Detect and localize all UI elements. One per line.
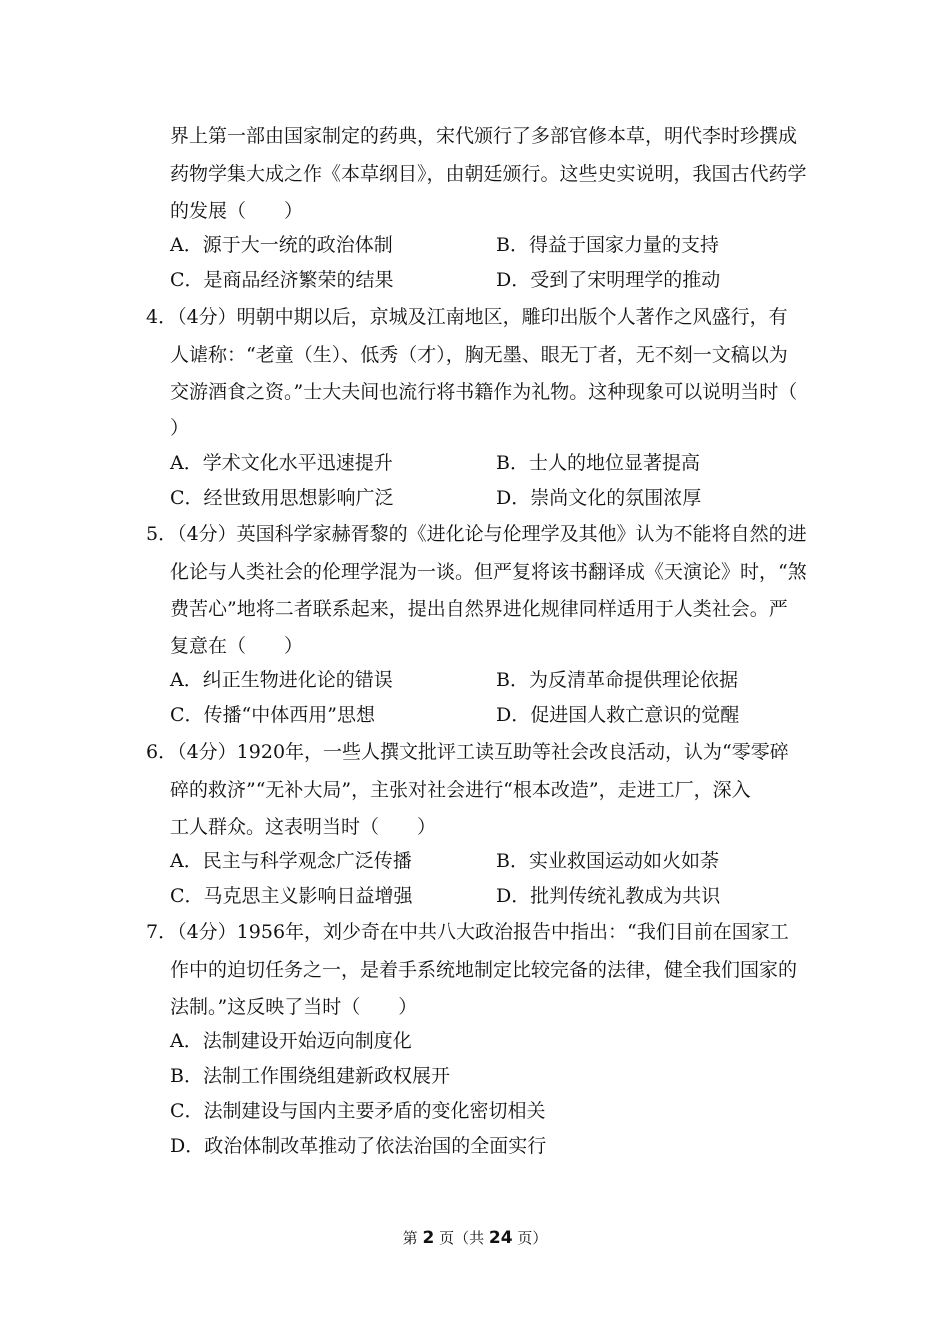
page-footer: [0, 1228, 950, 1248]
question-3-line-1: 界上第一部由国家制定的药典，宋代颁行了多部官修本草，明代李时珍撰成: [170, 125, 798, 147]
question-4-option-a: A．学术文化水平迅速提升: [170, 452, 393, 474]
question-6-option-b: B．实业救国运动如火如荼: [496, 850, 719, 872]
question-7-line-1: 7．（4分）1956年，刘少奇在中共八大政治报告中指出：“我们目前在国家工: [146, 921, 789, 943]
question-6-option-d: D．批判传统礼教成为共识: [496, 885, 721, 907]
question-3-option-a: A．源于大一统的政治体制: [170, 234, 393, 256]
question-4-option-d: D．崇尚文化的氛围浓厚: [496, 487, 702, 509]
question-4-line-3: 交游酒食之资。”士大夫间也流行将书籍作为礼物。这种现象可以说明当时（: [170, 381, 798, 403]
question-4-option-b: B．士人的地位显著提高: [496, 452, 700, 474]
question-7-option-b: B．法制工作围绕组建新政权展开: [170, 1065, 450, 1087]
question-6-line-3: 工人群众。这表明当时（ ）: [170, 816, 437, 838]
question-7-option-a: A．法制建设开始迈向制度化: [170, 1030, 412, 1052]
question-5-line-2: 化论与人类社会的伦理学混为一谈。但严复将该书翻译成《天演论》时，“煞: [170, 561, 807, 583]
question-3-option-b: B．得益于国家力量的支持: [496, 234, 719, 256]
question-5-line-4: 复意在（ ）: [170, 635, 304, 657]
question-5-option-c: C．传播“中体西用”思想: [170, 704, 375, 726]
question-6-line-2: 碎的救济”“无补大局”，主张对社会进行“根本改造”，走进工厂，深入: [170, 779, 751, 801]
question-5-option-b: B．为反清革命提供理论依据: [496, 669, 738, 691]
question-6-option-a: A．民主与科学观念广泛传播: [170, 850, 412, 872]
question-7-line-2: 作中的迫切任务之一，是着手系统地制定比较完备的法律，健全我们国家的: [170, 959, 798, 981]
question-4-option-c: C．经世致用思想影响广泛: [170, 487, 394, 509]
footer-total-pages: 24: [488, 1228, 513, 1248]
question-6-option-c: C．马克思主义影响日益增强: [170, 885, 413, 907]
footer-suffix: 页）: [517, 1229, 548, 1247]
question-7-option-d: D．政治体制改革推动了依法治国的全面实行: [170, 1135, 547, 1157]
question-7-line-3: 法制。”这反映了当时（ ）: [170, 996, 418, 1018]
question-3-line-3: 的发展（ ）: [170, 200, 304, 222]
footer-mid: 页（共: [439, 1229, 485, 1247]
footer-prefix: 第: [402, 1229, 418, 1247]
question-3-option-c: C．是商品经济繁荣的结果: [170, 269, 394, 291]
question-4-line-1: 4．（4分）明朝中期以后，京城及江南地区，雕印出版个人著作之风盛行，有: [146, 306, 788, 328]
question-4-line-4: ）: [170, 417, 190, 439]
question-5-line-1: 5．（4分）英国科学家赫胥黎的《进化论与伦理学及其他》认为不能将自然的进: [146, 523, 807, 545]
question-3-option-d: D．受到了宋明理学的推动: [496, 269, 721, 291]
question-5-option-a: A．纠正生物进化论的错误: [170, 669, 393, 691]
question-7-option-c: C．法制建设与国内主要矛盾的变化密切相关: [170, 1100, 546, 1122]
question-4-line-2: 人谑称：“老童（生）、低秀（才），胸无墨、眼无丁者，无不刻一文稿以为: [170, 344, 788, 366]
question-3-line-2: 药物学集大成之作《本草纲目》，由朝廷颁行。这些史实说明，我国古代药学: [170, 163, 807, 185]
question-5-line-3: 费苦心”地将二者联系起来，提出自然界进化规律同样适用于人类社会。严: [170, 598, 788, 620]
footer-page-number: 2: [422, 1228, 435, 1248]
question-6-line-1: 6．（4分）1920年，一些人撰文批评工读互助等社会改良活动，认为“零零碎: [146, 741, 789, 763]
question-5-option-d: D．促进国人救亡意识的觉醒: [496, 704, 740, 726]
